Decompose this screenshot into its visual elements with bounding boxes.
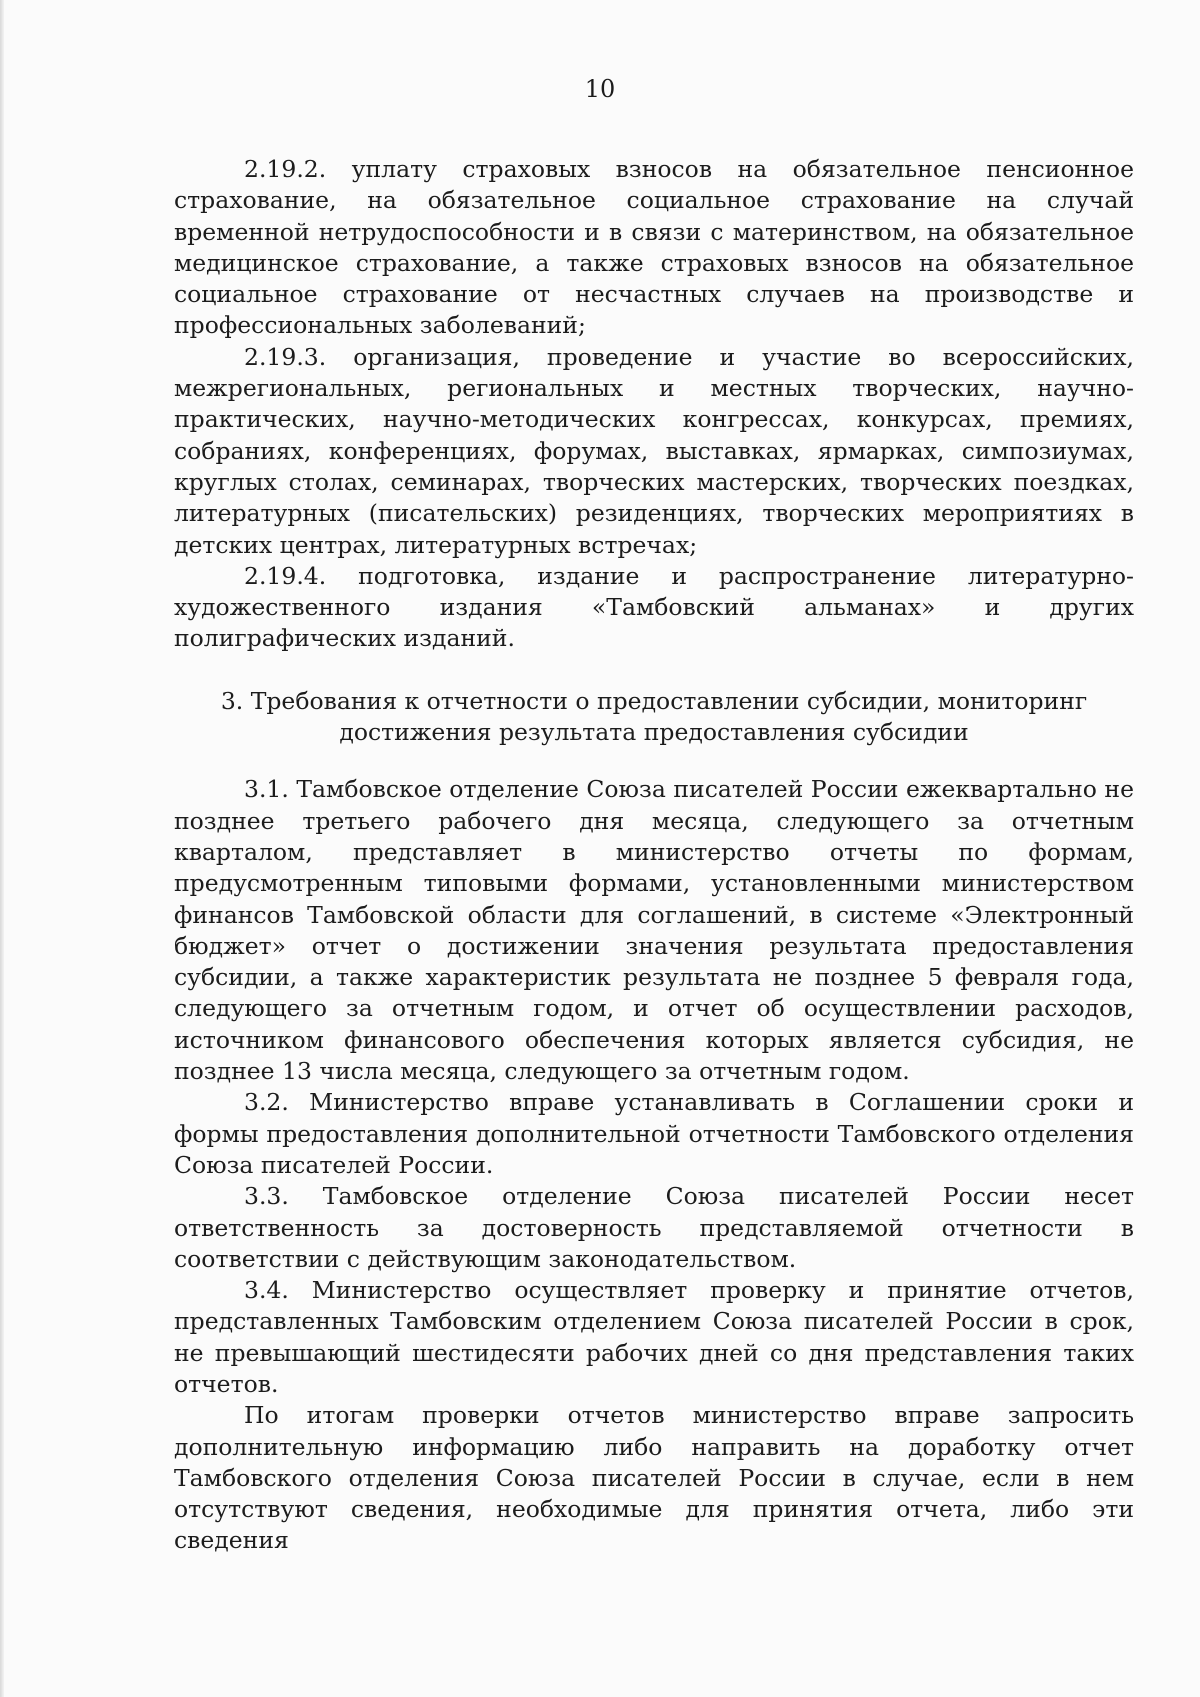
paragraph-3-4: 3.4. Министерство осуществляет проверку и принятие отчетов, представленных Тамбовским отделением Союза писателей России в срок, не превышающий шестидесяти рабочих дней со дня представления таких отчетов. — [174, 1276, 1134, 1398]
document-body — [174, 154, 1134, 1557]
paragraph-2-19-4: 2.19.4. подготовка, издание и распространение литературно-художественного издания «Тамбовский альманах» и других полиграфических изданий. — [174, 561, 1134, 653]
section-3-heading: 3. Требования к отчетности о предоставлении субсидии, мониторинг достижения результата предоставления субсидии — [220, 686, 1088, 747]
paragraph-3-3: 3.3. Тамбовское отделение Союза писателей России несет ответственность за достоверность представляемой отчетности в соответствии с действующим законодательством. — [174, 1182, 1134, 1273]
spacer — [174, 655, 1134, 686]
paragraph-2-19-3: 2.19.3. организация, проведение и участие во всероссийских, межрегиональных, региональных и местных творческих, научно-практических, научно-методических конгрессах, конкурсах, премиях, собраниях, конференциях, форумах, выставках, ярмарках, симпозиумах, круглых столах, семинарах, творческих мастерских, творческих поездках, литературных (писательских) резиденциях, творческих мероприятиях в детских центрах, литературных встречах; — [174, 342, 1134, 559]
paragraph-3-2: 3.2. Министерство вправе устанавливать в Соглашении сроки и формы предоставления дополнительной отчетности Тамбовского отделения Союза писателей России. — [174, 1088, 1134, 1179]
paragraph-2-19-2: 2.19.2. уплату страховых взносов на обязательное пенсионное страхование, на обязательное социальное страхование на случай временной нетрудоспособности и в связи с материнством, на обязательное медицинское страхование, а также страховых взносов на обязательное социальное страхование от несчастных случаев на производстве и профессиональных заболеваний; — [174, 155, 1134, 340]
paragraph-3-1: 3.1. Тамбовское отделение Союза писателей России ежеквартально не позднее третьего рабочего дня месяца, следующего за отчетным кварталом, представляет в министерство отчеты по формам, предусмотренным типовыми формами, установленными министерством финансов Тамбовской области для соглашений, в системе «Электронный бюджет» отчет о достижении значения результата предоставления субсидии, а также характеристик результата не позднее 5 февраля года, следующего за отчетным годом, и отчет об осуществлении расходов, источником финансового обеспечения которых является субсидия, не позднее 13 числа месяца, следующего за отчетным годом. — [174, 775, 1134, 1086]
spacer — [174, 748, 1134, 774]
paragraph-review-results: По итогам проверки отчетов министерство вправе запросить дополнительную информацию либо направить на доработку отчет Тамбовского отделения Союза писателей России в случае, если в нем отсутствуют сведения, необходимые для принятия отчета, либо эти сведения — [174, 1401, 1134, 1555]
scan-edge — [0, 0, 4, 1697]
page-number: 10 — [584, 75, 616, 103]
